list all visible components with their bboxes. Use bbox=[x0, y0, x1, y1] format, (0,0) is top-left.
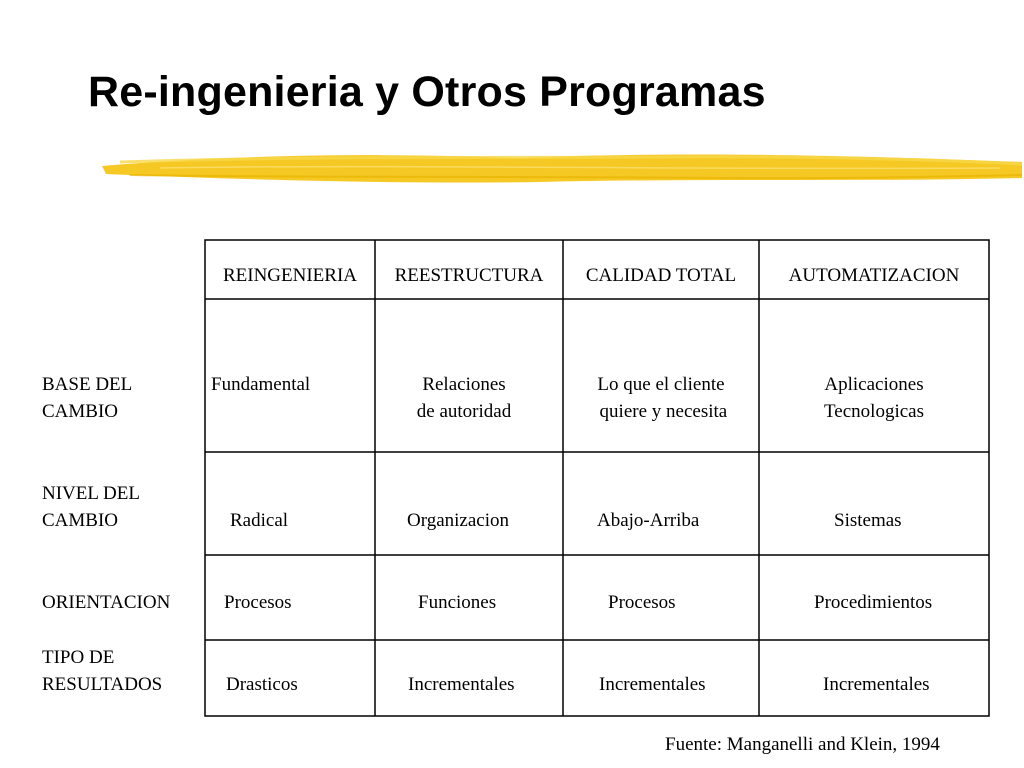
slide-title: Re-ingenieria y Otros Programas bbox=[88, 68, 766, 116]
table-cell: Lo que el cliente quiere y necesita bbox=[597, 374, 728, 422]
table-cell: Fundamental bbox=[211, 374, 311, 395]
source-citation: Fuente: Manganelli and Klein, 1994 bbox=[665, 734, 940, 755]
row-label: ORIENTACION bbox=[42, 592, 171, 613]
column-header: AUTOMATIZACION bbox=[788, 265, 960, 286]
table-cell: Sistemas bbox=[834, 510, 902, 531]
table-cell: Procedimientos bbox=[814, 592, 933, 613]
table-cell: Incrementales bbox=[408, 674, 515, 695]
table-cell: Procesos bbox=[224, 592, 292, 613]
row-label: TIPO DE RESULTADOS bbox=[42, 647, 163, 695]
table-cell: Funciones bbox=[418, 592, 497, 613]
table-cell: Abajo-Arriba bbox=[597, 510, 700, 531]
column-header: REESTRUCTURA bbox=[394, 265, 544, 286]
table-cell: Organizacion bbox=[407, 510, 509, 531]
table-cell: Aplicaciones Tecnologicas bbox=[824, 374, 924, 422]
column-header: REINGENIERIA bbox=[222, 265, 358, 286]
table-cell: Procesos bbox=[608, 592, 676, 613]
table-cell: Radical bbox=[230, 510, 289, 531]
table-cell: Incrementales bbox=[599, 674, 706, 695]
column-header: CALIDAD TOTAL bbox=[585, 265, 737, 286]
highlighter-stroke bbox=[100, 148, 1024, 188]
table-cell: Drasticos bbox=[226, 674, 298, 695]
row-label: BASE DEL CAMBIO bbox=[42, 374, 133, 422]
table-cell: Incrementales bbox=[823, 674, 930, 695]
row-label: NIVEL DEL CAMBIO bbox=[42, 483, 140, 531]
table-cell: Relaciones de autoridad bbox=[416, 374, 512, 422]
